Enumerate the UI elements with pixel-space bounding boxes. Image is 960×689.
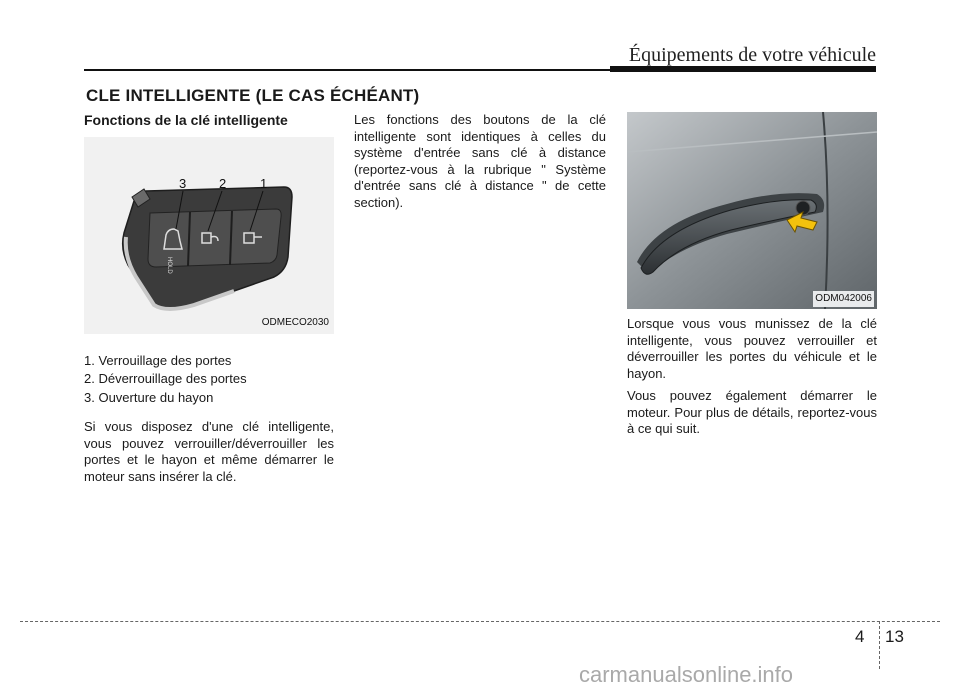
door-handle-illustration [627, 112, 877, 309]
callout-3: 3 [179, 175, 187, 191]
figure-code: ODMECO2030 [260, 315, 331, 332]
footer-rule [20, 621, 940, 622]
subheading: Fonctions de la clé intelligente [84, 112, 288, 128]
hold-label: HOLD [166, 256, 172, 274]
smart-key-figure [84, 137, 334, 334]
buttons-paragraph: Les fonctions des boutons de la clé intelligente sont identiques à celles du système d'entrée sans clé à distance (reportez-vous à la rubrique " Système d'entrée sans clé à distance " de cette section). [354, 112, 606, 210]
figure-code: ODM042006 [813, 291, 874, 308]
footer-divider [879, 621, 880, 669]
list-item: 1. Verrouillage des portes [84, 352, 232, 368]
chapter-title: Équipements de votre véhicule [628, 44, 876, 66]
feature-list [84, 353, 334, 407]
page-number: 13 [885, 627, 904, 646]
right-column [627, 112, 877, 438]
door-handle-figure [627, 112, 877, 309]
middle-column [354, 112, 606, 211]
lock-paragraph: Lorsque vous vous munissez de la clé intelligente, vous pouvez verrouiller et déverrouiller les portes du véhicule et le hayon. [627, 316, 877, 381]
chapter-number: 4 [855, 627, 865, 646]
list-item: 3. Ouverture du hayon [84, 389, 214, 405]
callout-2: 2 [219, 175, 227, 191]
left-column [84, 112, 334, 485]
watermark: carmanualsonline.info [579, 662, 794, 687]
section-title: CLE INTELLIGENTE (LE CAS ÉCHÉANT) [86, 86, 420, 105]
header-bar [610, 66, 876, 72]
list-item: 2. Déverrouillage des portes [84, 371, 247, 386]
callout-1: 1 [260, 175, 268, 191]
smart-key-illustration [84, 137, 334, 334]
start-paragraph: Vous pouvez également démarrer le moteur. Pour plus de détails, reportez-vous à ce qui suit. [627, 388, 877, 436]
intro-paragraph: Si vous disposez d'une clé intelligente, vous pouvez verrouiller/déverrouiller les portes et le hayon et même démarrer le moteur sans insérer la clé. [84, 419, 334, 484]
